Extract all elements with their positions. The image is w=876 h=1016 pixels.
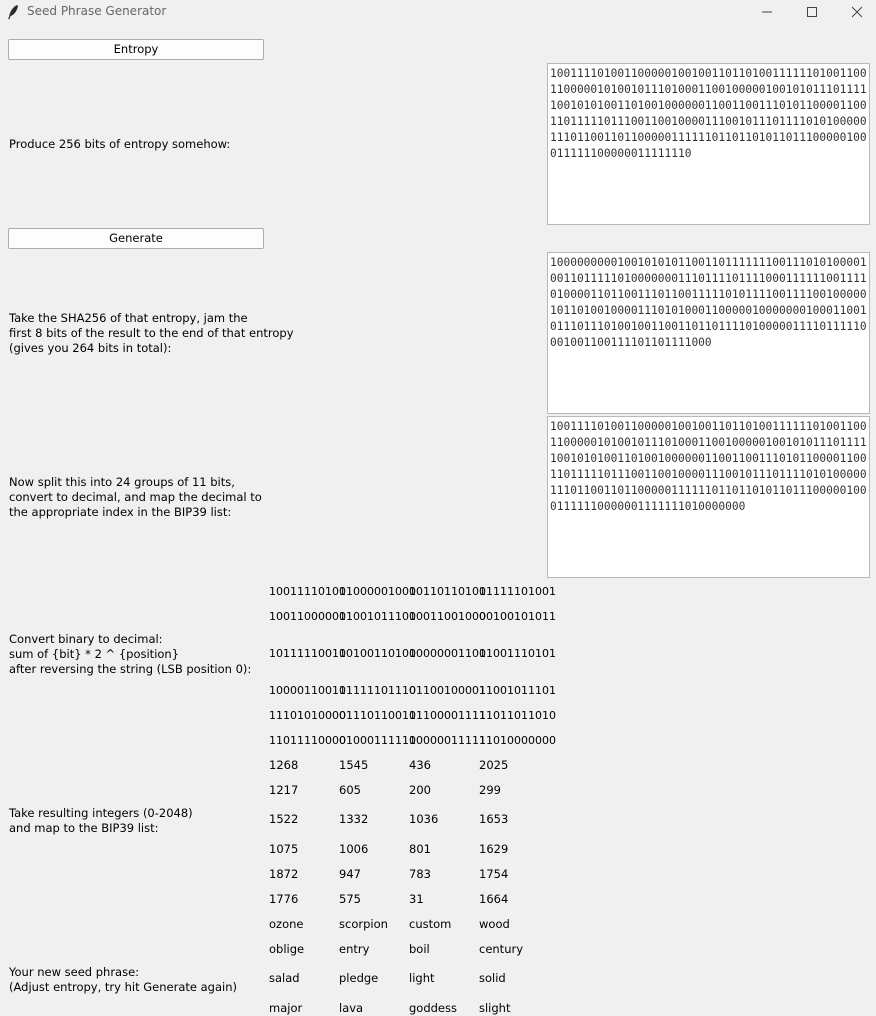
sha-label: Take the SHA256 of that entropy, jam the first 8 bits of the result to the end of that entropy (gives you 264 bits in total): xyxy=(9,311,294,355)
binary-cell: 11011011010 xyxy=(479,709,556,722)
close-button[interactable] xyxy=(834,0,876,24)
decimal-cell: 1268 xyxy=(269,758,299,772)
decimal-cell: 1664 xyxy=(479,892,509,906)
minimize-icon xyxy=(761,6,773,18)
seed-word: pledge xyxy=(339,971,379,985)
binary-cell: 00000011111 xyxy=(409,734,486,747)
decimal-cell: 947 xyxy=(339,867,361,881)
seed-word: custom xyxy=(409,917,452,931)
minimize-button[interactable] xyxy=(744,0,790,24)
binary-cell: 11000001001 xyxy=(339,585,416,598)
binary-cell: 01100001111 xyxy=(409,709,486,722)
binary-cell: 00100101011 xyxy=(479,610,556,623)
maximize-button[interactable] xyxy=(789,0,835,24)
maximize-icon xyxy=(806,6,818,18)
seed-word: lava xyxy=(339,1001,364,1015)
decimal-cell: 801 xyxy=(409,842,431,856)
decimal-cell: 1036 xyxy=(409,812,439,826)
seed-word: goddess xyxy=(409,1001,457,1015)
binary-cell: 11101010000 xyxy=(269,709,346,722)
decimal-cell: 200 xyxy=(409,783,431,797)
decimal-cell: 1754 xyxy=(479,867,509,881)
generate-button[interactable]: Generate xyxy=(8,228,264,249)
decimal-cell: 1006 xyxy=(339,842,369,856)
seed-word: light xyxy=(409,971,435,985)
decimal-cell: 1653 xyxy=(479,812,509,826)
split-label: Now split this into 24 groups of 11 bits, convert to decimal, and map the decimal to the appropriate index in the BIP39 list: xyxy=(9,475,262,519)
decimal-cell: 31 xyxy=(409,892,424,906)
decimal-cell: 436 xyxy=(409,758,431,772)
binary-cell: 10000110011 xyxy=(269,684,346,697)
seed-word: scorpion xyxy=(339,917,388,931)
seed-word: salad xyxy=(269,971,300,985)
binary-cell: 01001011101 xyxy=(339,610,416,623)
binary-cell: 00110110100 xyxy=(409,585,486,598)
seed-word: ozone xyxy=(269,917,304,931)
binary-cell: 11001011101 xyxy=(479,684,556,697)
convert-label: Convert binary to decimal: sum of {bit} * 2 ^ {position} after reversing the string (LSB position 0): xyxy=(9,632,252,676)
binary-cell: 11011110000 xyxy=(269,734,346,747)
binary-cell: 10111110010 xyxy=(269,647,346,660)
close-icon xyxy=(851,6,863,18)
binary-cell: 11010000000 xyxy=(479,734,556,747)
decimal-cell: 1075 xyxy=(269,842,299,856)
binary-cell: 01100100001 xyxy=(409,684,486,697)
sha-bits-textarea[interactable] xyxy=(547,252,870,414)
binary-cell: 00011001000 xyxy=(409,610,486,623)
binary-cell: 01111101110 xyxy=(339,684,416,697)
decimal-cell: 1545 xyxy=(339,758,369,772)
seed-word: wood xyxy=(479,917,510,931)
feather-icon xyxy=(6,4,20,18)
binary-cell: 11001110101 xyxy=(479,647,556,660)
decimal-cell: 1522 xyxy=(269,812,299,826)
binary-cell: 01110110011 xyxy=(339,709,416,722)
map-label: Take resulting integers (0-2048) and map to the BIP39 list: xyxy=(9,806,193,835)
seed-word: oblige xyxy=(269,942,305,956)
decimal-cell: 1776 xyxy=(269,892,299,906)
decimal-cell: 299 xyxy=(479,783,501,797)
entropy-bits-textarea[interactable] xyxy=(547,63,870,225)
decimal-cell: 783 xyxy=(409,867,431,881)
binary-cell: 11111101001 xyxy=(479,585,556,598)
window-title: Seed Phrase Generator xyxy=(27,4,167,18)
binary-cell: 10011000001 xyxy=(269,610,346,623)
decimal-cell: 1332 xyxy=(339,812,369,826)
entropy-button[interactable]: Entropy xyxy=(8,39,264,60)
decimal-cell: 605 xyxy=(339,783,361,797)
binary-cell: 10100110100 xyxy=(339,647,416,660)
decimal-cell: 1629 xyxy=(479,842,509,856)
entropy-label: Produce 256 bits of entropy somehow: xyxy=(9,137,231,151)
seed-word: major xyxy=(269,1001,303,1015)
seed-word: entry xyxy=(339,942,370,956)
seed-word: solid xyxy=(479,971,506,985)
decimal-cell: 1217 xyxy=(269,783,299,797)
decimal-cell: 575 xyxy=(339,892,361,906)
seed-word: century xyxy=(479,942,524,956)
title-bar xyxy=(0,0,876,24)
seed-word: boil xyxy=(409,942,430,956)
seed-word: slight xyxy=(479,1001,511,1015)
binary-cell: 10000001100 xyxy=(409,647,486,660)
split-bits-textarea[interactable] xyxy=(547,416,870,578)
seed-phrase-label: Your new seed phrase: (Adjust entropy, try hit Generate again) xyxy=(9,965,237,994)
decimal-cell: 1872 xyxy=(269,867,299,881)
decimal-cell: 2025 xyxy=(479,758,509,772)
binary-cell: 01000111111 xyxy=(339,734,416,747)
binary-cell: 10011110100 xyxy=(269,585,346,598)
